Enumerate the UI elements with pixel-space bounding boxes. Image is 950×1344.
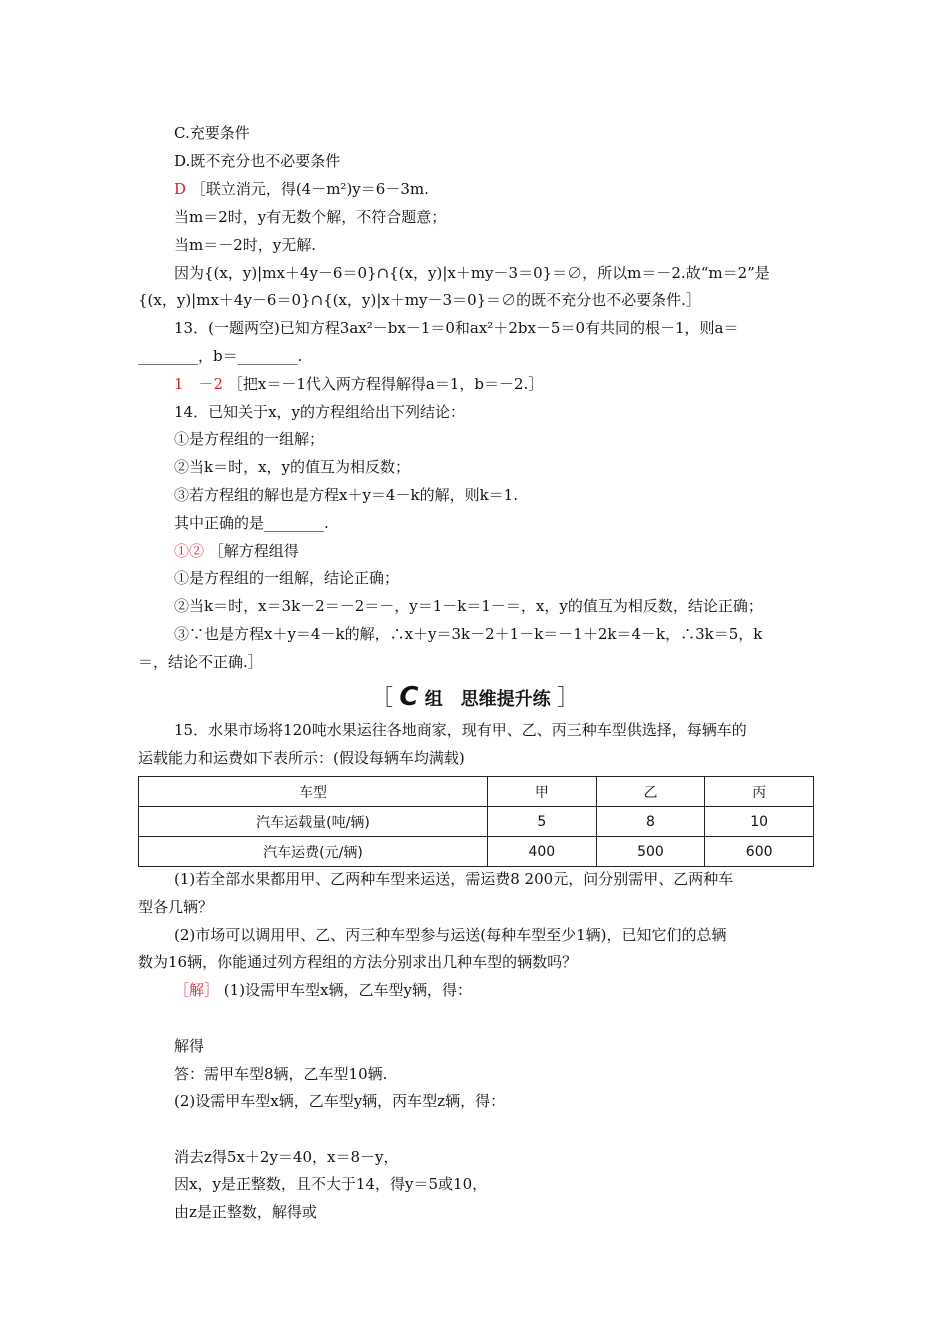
answer-12-label: D (174, 180, 187, 198)
answer-14-item: ②当k＝时，x＝3k－2＝－2＝－，y＝1－k＝1－＝，x，y的值互为相反数，结论正确； (174, 597, 763, 615)
question-14-item: ③若方程组的解也是方程x＋y＝4－k的解，则k＝1. (174, 486, 518, 504)
question-13-blanks: ________，b＝________. (138, 347, 303, 365)
answer-13 (174, 374, 543, 394)
table-cell: 10 (705, 807, 814, 837)
part-1: (1)若全部水果都用甲、乙两种车型来运送，需运费8 200元，问分别需甲、乙两种车 (174, 870, 734, 888)
part-1-line2: 型各几辆？ (138, 898, 214, 916)
table-cell: 8 (596, 807, 705, 837)
table-cell: 500 (596, 837, 705, 867)
solution-text: (1)设需甲车型x辆，乙车型y辆，得： (223, 981, 472, 999)
table-cell: 400 (488, 837, 597, 867)
part-2-line2: 数为16辆，你能通过列方程组的方法分别求出几种车型的辆数吗？ (138, 953, 578, 971)
question-13: 13．(一题两空)已知方程3ax²－bx－1＝0和ax²＋2bx－5＝0有共同的根－1，则a＝ (174, 319, 739, 337)
question-14-item: ①是方程组的一组解； (174, 430, 325, 448)
solution-line: 由z是正整数，解得或 (174, 1203, 317, 1221)
table-row (139, 807, 814, 837)
answer-12 (174, 179, 429, 199)
part-2: (2)市场可以调用甲、乙、丙三种车型参与运送(每种车型至少1辆)，已知它们的总辆 (174, 926, 727, 944)
vehicle-table (138, 776, 814, 867)
solution-line: 消去z得5x＋2y＝40，x＝8－y， (174, 1148, 399, 1166)
table-header-row (139, 777, 814, 807)
solution-intro (174, 980, 472, 1000)
answer-13-text: ［把x＝－1代入两方程得解得a＝1，b＝－2.］ (227, 375, 544, 393)
answer-14-label: ①② (174, 542, 205, 560)
answer-12-text: ［联立消元，得(4－m²)y＝6－3m. (190, 180, 429, 198)
solution-line: 因x，y是正整数，且不大于14，得y＝5或10， (174, 1175, 488, 1193)
table-cell: 汽车运费(元/辆) (139, 837, 488, 867)
option-d: D.既不充分也不必要条件 (174, 152, 341, 170)
option-c: C.充要条件 (174, 124, 250, 142)
table-header-cell: 丙 (705, 777, 814, 807)
heading-close-bracket: ］ (556, 686, 579, 711)
table-cell: 汽车运载量(吨/辆) (139, 807, 488, 837)
section-heading (0, 681, 950, 712)
answer-14-item: ＝，结论不正确.］ (138, 653, 263, 671)
question-15: 15．水果市场将120吨水果运往各地商家，现有甲、乙、丙三种车型供选择，每辆车的 (174, 721, 747, 739)
table-cell: 600 (705, 837, 814, 867)
question-14: 14．已知关于x，y的方程组给出下列结论： (174, 403, 466, 421)
question-15-line2: 运载能力和运费如下表所示：(假设每辆车均满载) (138, 749, 465, 767)
answer-13-label: 1 －2 (174, 375, 224, 393)
table-cell: 5 (488, 807, 597, 837)
text-line: 当m＝2时，y有无数个解，不符合题意； (174, 208, 447, 226)
heading-letter: C (399, 682, 419, 712)
answer-14 (174, 541, 299, 561)
table-header-cell: 甲 (488, 777, 597, 807)
table-row (139, 837, 814, 867)
heading-open-bracket: ［ (371, 686, 394, 711)
text-line: {(x，y)|mx＋4y－6＝0}∩{(x，y)|x＋my－3＝0}＝∅的既不充分也不必要条件.］ (138, 291, 701, 309)
solution-line: 答：需甲车型8辆，乙车型10辆. (174, 1065, 388, 1083)
solution-label: ［解］ (174, 981, 220, 999)
solution-line: (2)设需甲车型x辆，乙车型y辆，丙车型z辆，得： (174, 1092, 506, 1110)
text-line: 当m＝－2时，y无解. (174, 236, 317, 254)
question-14-prompt: 其中正确的是________. (174, 514, 329, 532)
text-line: 因为{(x，y)|mx＋4y－6＝0}∩{(x，y)|x＋my－3＝0}＝∅，所以m＝－2.故“m＝2”是 (174, 264, 770, 282)
question-14-item: ②当k＝时，x，y的值互为相反数； (174, 458, 411, 476)
answer-14-item: ①是方程组的一组解，结论正确； (174, 569, 400, 587)
table-header-cell: 车型 (139, 777, 488, 807)
solution-line: 解得 (174, 1037, 205, 1055)
answer-14-text: ［解方程组得 (208, 542, 299, 560)
answer-14-item: ③∵也是方程x＋y＝4－k的解，∴x＋y＝3k－2＋1－k＝－1＋2k＝4－k，∴3k＝5，k (174, 625, 763, 643)
heading-title: 组 思维提升练 (424, 689, 551, 710)
table-header-cell: 乙 (596, 777, 705, 807)
